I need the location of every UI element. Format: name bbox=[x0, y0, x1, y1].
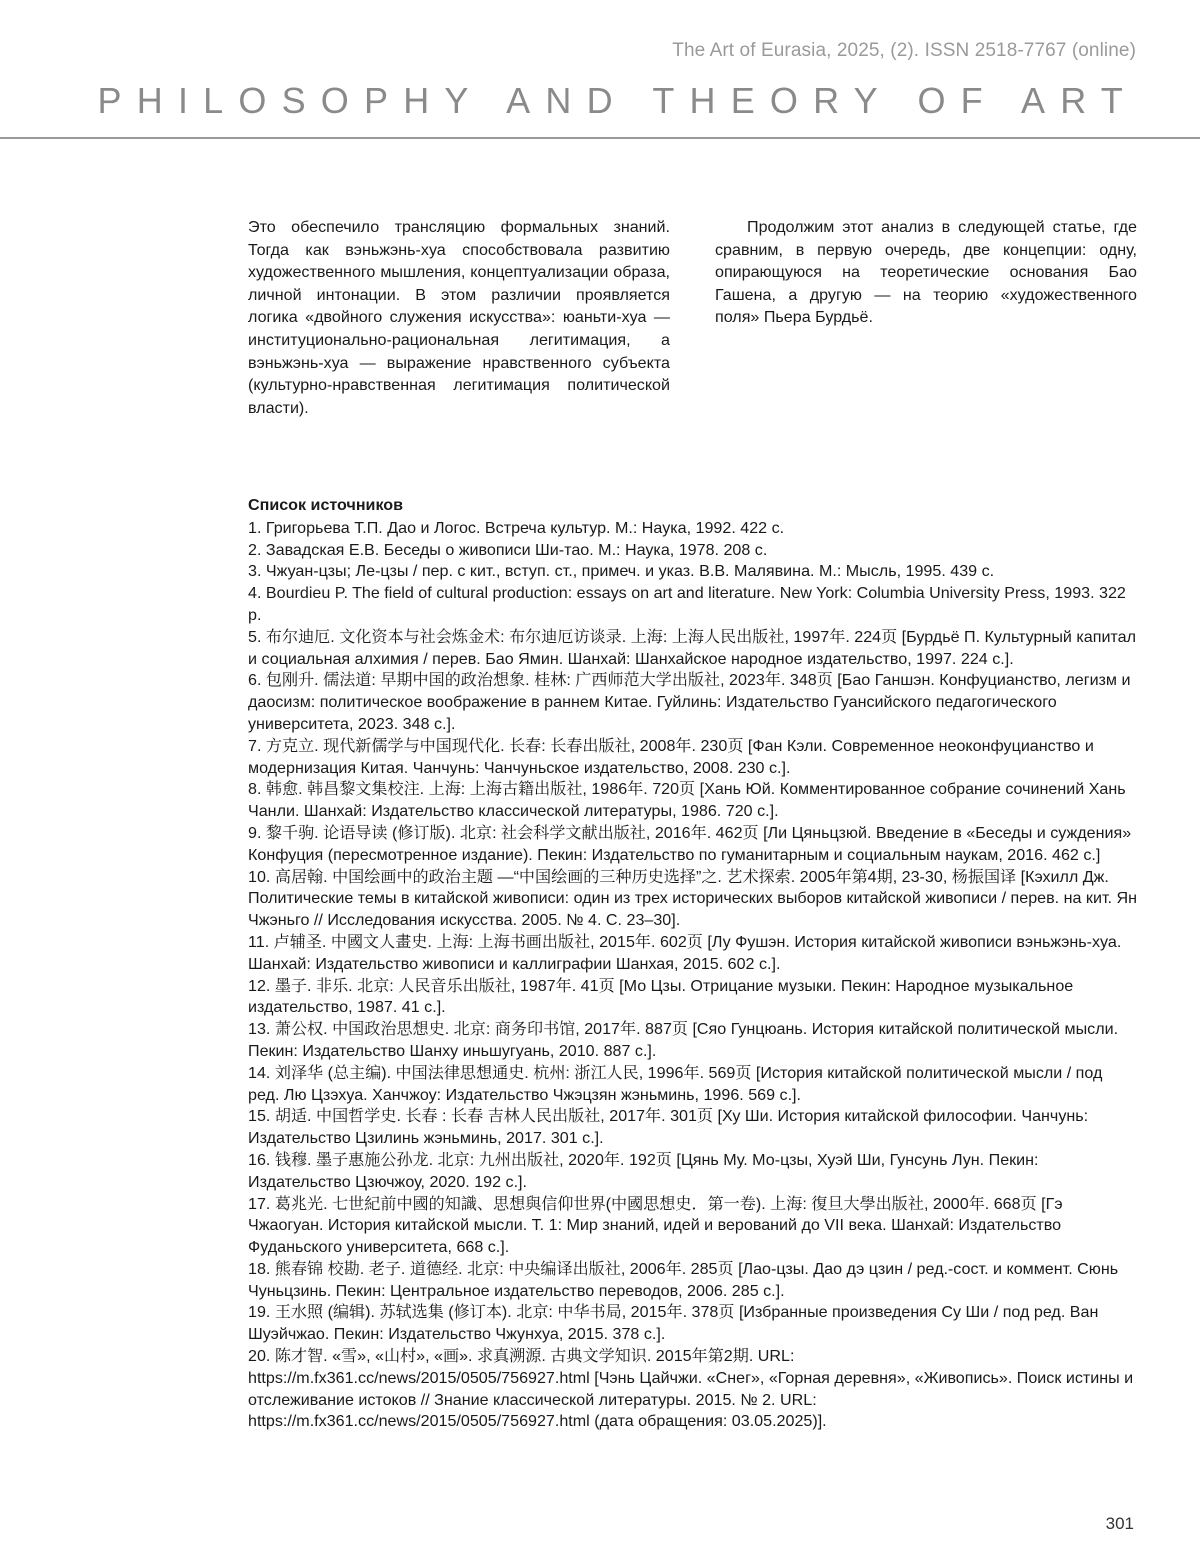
reference-item: 13. 萧公权. 中国政治思想史. 北京: 商务印书馆, 2017年. 887页 [Сяо Гунцюань. История китайской политической мысли. Пекин: Издательство Шанху иньшугуань, 2010. 887 с.]. bbox=[248, 1020, 1119, 1060]
page-number: 301 bbox=[1105, 1514, 1134, 1533]
reference-item: 7. 方克立. 现代新儒学与中国现代化. 长春: 长春出版社, 2008年. 230页 [Фан Кэли. Современное неоконфуцианство и модернизация Китая. Чанчунь: Чанчуньское издательство, 2008. 230 с.]. bbox=[248, 736, 1094, 777]
reference-item: 4. Bourdieu P. The field of cultural production: essays on art and literature. New York: Columbia University Press, 1993. 322 p. bbox=[248, 584, 1126, 624]
reference-item: 12. 墨子. 非乐. 北京: 人民音乐出版社, 1987年. 41页 [Мо Цзы. Отрицание музыки. Пекин: Народное музыкальное издательство, 1987. 41 с.]. bbox=[248, 976, 1074, 1017]
reference-item: 15. 胡适. 中国哲学史. 长春 : 长春 吉林人民出版社, 2017年. 301页 [Ху Ши. История китайской философии. Чанчунь: Издательство Цзилинь жэньминь, 2017. 301 с.]. bbox=[248, 1107, 1089, 1148]
section-title: PHILOSOPHY AND THEORY OF ART bbox=[97, 80, 1138, 121]
reference-item: 6. 包刚升. 儒法道: 早期中国的政治想象. 桂林: 广西师范大学出版社, 2023年. 348页 [Бао Ганшэн. Конфуцианство, легизм и даосизм: политическое воображение в раннем Китае. Гуйлинь: Издательство Гуансийского педагогического университета, 2023. 348 с.]. bbox=[248, 671, 1131, 733]
reference-item: 3. Чжуан-цзы; Ле-цзы / пер. с кит., вступ. ст., примеч. и указ. В.В. Малявина. М.: Мысль, 1995. 439 с. bbox=[248, 562, 995, 581]
reference-item: 1. Григорьева Т.П. Дао и Логос. Встреча культур. М.: Наука, 1992. 422 с. bbox=[248, 518, 785, 537]
reference-item: 8. 韩愈. 韩昌黎文集校注. 上海: 上海古籍出版社, 1986年. 720页 [Хань Юй. Комментированное собрание сочинений Хань Чанли. Шанхай: Издательство классической литературы, 1986. 720 с.]. bbox=[248, 780, 1126, 821]
reference-item: 9. 黎千驹. 论语导读 (修订版). 北京: 社会科学文献出版社, 2016年. 462页 [Ли Цяньцзюй. Введение в «Беседы и суждения» Конфуция (пересмотренное издание). Пекин: Издательство по гуманитарным и социальным наукам, 2016. 462 с.] bbox=[248, 823, 1132, 864]
references-heading: Список источников bbox=[248, 496, 404, 514]
reference-item: 5. 布尔迪厄. 文化资本与社会炼金术: 布尔迪厄访谈录. 上海: 上海人民出版社, 1997年. 224页 [Бурдьё П. Культурный капитал и социальная алхимия / перев. Бао Ямин. Шанхай: Шанхайское народное издательство, 1997. 224 с.]. bbox=[248, 627, 1136, 668]
reference-item: 17. 葛兆光. 七世紀前中國的知識、思想與信仰世界(中國思想史．第一卷). 上海: 復旦大學出版社, 2000年. 668页 [Гэ Чжаогуан. История китайской мысли. Т. 1: Мир знаний, идей и верований до VII века. Шанхай: Издательство Фуданьского университета, 668 с.]. bbox=[248, 1194, 1063, 1257]
journal-citation: The Art of Eurasia, 2025, (2). ISSN 2518-7767 (online) bbox=[672, 40, 1136, 61]
reference-item: 20. 陈才智. «雪», «山村», «画». 求真溯源. 古典文学知识. 2015年第2期. URL: https://m.fx361.cc/news/2015/0505/756927.html [Чэнь Цайчжи. «Снег», «Горная деревня», «Живопись». Поиск истины и отслеживание истоков // Знание классической литературы. 2015. № 2. URL: https://m.fx361.cc/news/2015/0505/756927.html (дата обращения: 03.05.2025)]. bbox=[248, 1347, 1134, 1431]
reference-item: 14. 刘泽华 (总主编). 中国法律思想通史. 杭州: 浙江人民, 1996年. 569页 [История китайской политической мысли / под ред. Лю Цзэхуа. Ханчжоу: Издательство Чжэцзян жэньминь, 1996. 569 с.]. bbox=[248, 1063, 1103, 1104]
reference-item: 18. 熊春锦 校勘. 老子. 道德经. 北京: 中央编译出版社, 2006年. 285页 [Лао-цзы. Дао дэ цзин / ред.-сост. и коммент. Сюнь Чуньцзинь. Пекин: Центральное издательство переводов, 2006. 285 с.]. bbox=[248, 1259, 1119, 1300]
reference-item: 10. 高居翰. 中国绘画中的政治主题 —“中国绘画的三种历史选择”之. 艺术探索. 2005年第4期, 23-30, 杨振国译 [Кэхилл Дж. Политические темы в китайской живописи: один из трех исторических выборов китайской живописи / перев. на кит. Ян Чжэньго // Исследования искусства. 2005. № 4. С. 23–30]. bbox=[248, 867, 1137, 930]
references-section bbox=[248, 495, 1138, 1433]
body-paragraph-right: Продолжим этот анализ в следующей статье, где сравним, в первую очередь, две концепции: одну, опирающуюся на теоретические основания Бао Гашена, а другую — на теорию «художественного поля» Пьера Бурдьё. bbox=[715, 218, 1137, 327]
reference-item: 11. 卢辅圣. 中國文人畫史. 上海: 上海书画出版社, 2015年. 602页 [Лу Фушэн. История китайской живописи вэньжэнь-хуа. Шанхай: Издательство живописи и каллиграфии Шанхая, 2015. 602 с.]. bbox=[248, 932, 1122, 973]
reference-item: 16. 钱穆. 墨子惠施公孙龙. 北京: 九州出版社, 2020年. 192页 [Цянь Му. Мо-цзы, Хуэй Ши, Гунсунь Лун. Пекин: Издательство Цзючжоу, 2020. 192 с.]. bbox=[248, 1150, 1039, 1191]
header-divider bbox=[0, 137, 1200, 139]
body-paragraph-left: Это обеспечило трансляцию формальных знаний. Тогда как вэньжэнь-хуа способствовала развитию художественного мышления, концептуализации образа, личной интонации. В этом различии проявляется логика «двойного служения искусства»: юаньти-хуа — институционально-рациональная легитимация, а вэньжэнь-хуа — выражение нравственного субъекта (культурно-нравственная легитимация политической власти). bbox=[248, 218, 670, 417]
reference-item: 19. 王水照 (编辑). 苏轼选集 (修订本). 北京: 中华书局, 2015年. 378页 [Избранные произведения Су Ши / под ред. Ван Шуэйчжао. Пекин: Издательство Чжунхуа, 2015. 378 с.]. bbox=[248, 1303, 1099, 1344]
reference-item: 2. Завадская Е.В. Беседы о живописи Ши-тао. М.: Наука, 1978. 208 с. bbox=[248, 540, 768, 559]
